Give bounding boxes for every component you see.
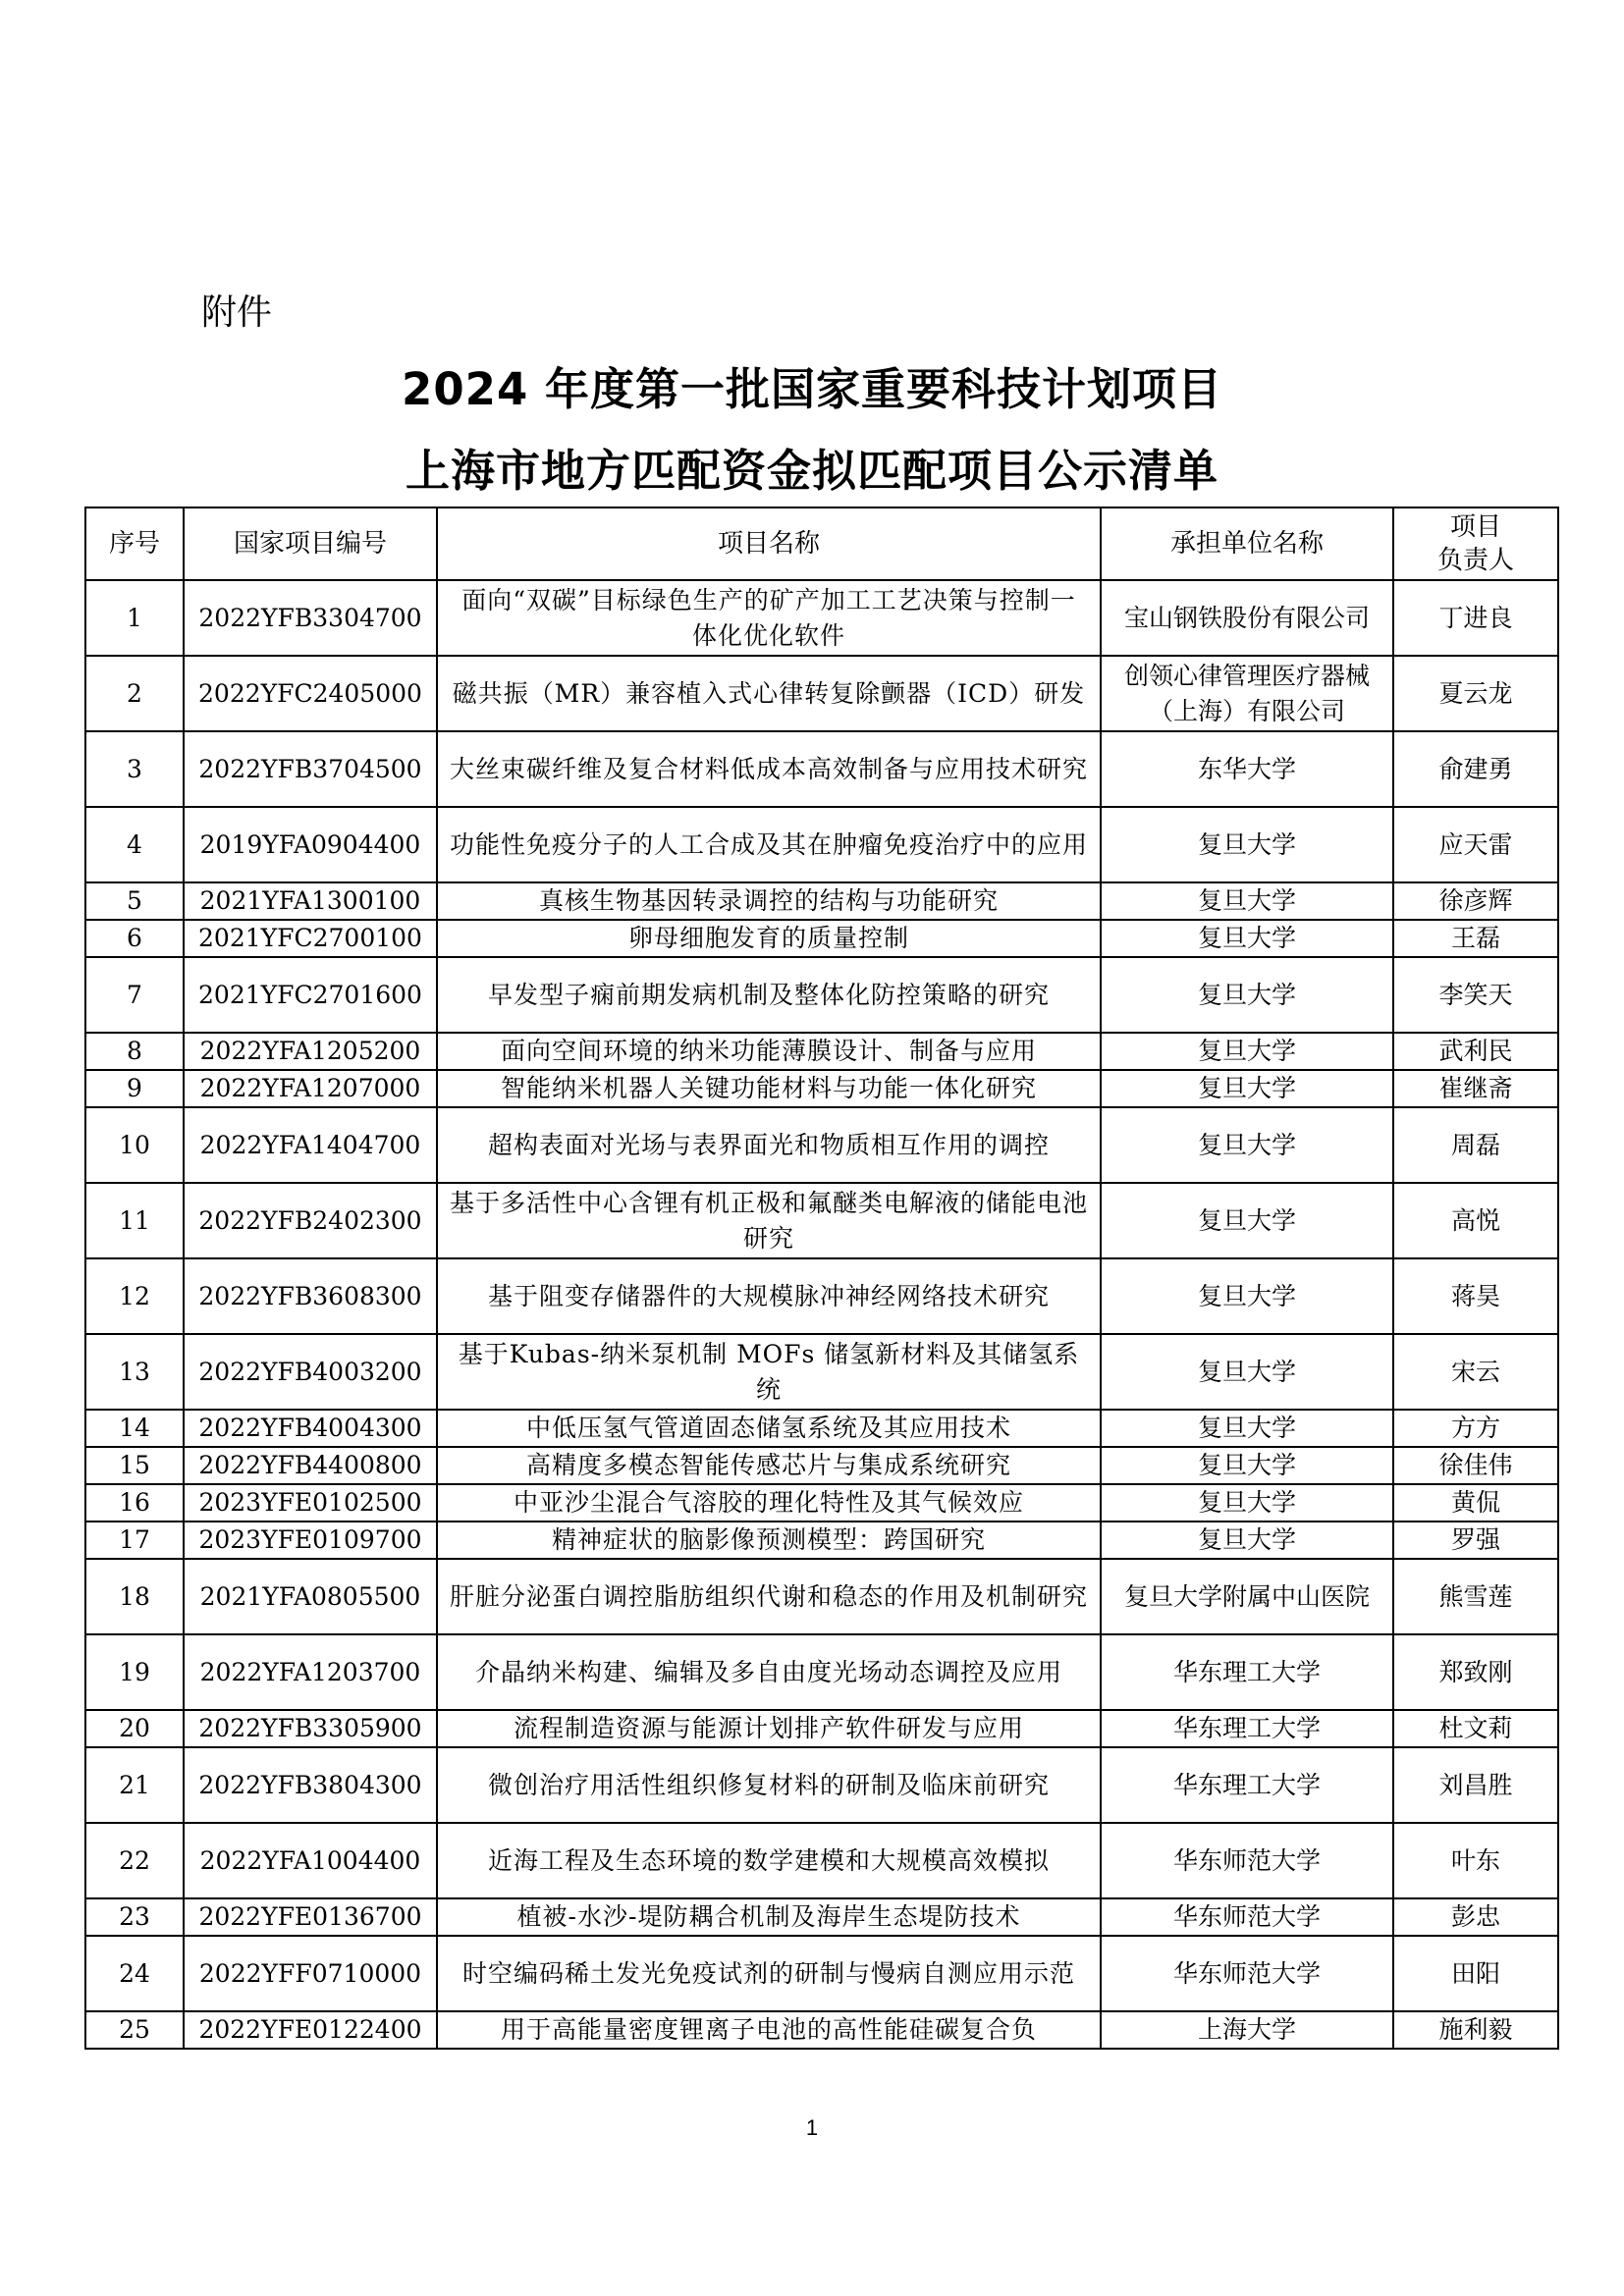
cell-project-name: 高精度多模态智能传感芯片与集成系统研究 bbox=[437, 1447, 1101, 1484]
cell-project-code: 2019YFA0904400 bbox=[184, 807, 437, 882]
table-row bbox=[85, 920, 1558, 957]
cell-leader: 夏云龙 bbox=[1393, 656, 1558, 731]
cell-leader: 刘昌胜 bbox=[1393, 1747, 1558, 1823]
table-row bbox=[85, 1559, 1558, 1634]
table-row bbox=[85, 1334, 1558, 1410]
cell-project-code: 2021YFC2700100 bbox=[184, 920, 437, 957]
cell-unit: 创领心律管理医疗器械（上海）有限公司 bbox=[1101, 656, 1393, 731]
cell-leader: 徐佳伟 bbox=[1393, 1447, 1558, 1484]
cell-project-code: 2022YFA1404700 bbox=[184, 1107, 437, 1183]
cell-unit: 复旦大学附属中山医院 bbox=[1101, 1559, 1393, 1634]
cell-project-name: 微创治疗用活性组织修复材料的研制及临床前研究 bbox=[437, 1747, 1101, 1823]
cell-project-name: 基于阻变存储器件的大规模脉冲神经网络技术研究 bbox=[437, 1258, 1101, 1334]
cell-leader: 崔继斋 bbox=[1393, 1070, 1558, 1107]
cell-project-code: 2022YFA1004400 bbox=[184, 1823, 437, 1898]
cell-unit: 华东理工大学 bbox=[1101, 1710, 1393, 1747]
cell-no: 4 bbox=[85, 807, 184, 882]
cell-no: 6 bbox=[85, 920, 184, 957]
cell-unit: 复旦大学 bbox=[1101, 1258, 1393, 1334]
cell-project-name: 真核生物基因转录调控的结构与功能研究 bbox=[437, 882, 1101, 920]
cell-project-name: 超构表面对光场与表界面光和物质相互作用的调控 bbox=[437, 1107, 1101, 1183]
table-row bbox=[85, 1936, 1558, 2011]
cell-project-code: 2022YFA1205200 bbox=[184, 1033, 437, 1070]
cell-no: 24 bbox=[85, 1936, 184, 2011]
table-row bbox=[85, 1183, 1558, 1258]
cell-project-name: 大丝束碳纤维及复合材料低成本高效制备与应用技术研究 bbox=[437, 731, 1101, 807]
cell-unit: 华东理工大学 bbox=[1101, 1634, 1393, 1710]
cell-unit: 复旦大学 bbox=[1101, 1522, 1393, 1559]
cell-no: 12 bbox=[85, 1258, 184, 1334]
cell-leader: 丁进良 bbox=[1393, 580, 1558, 656]
cell-unit: 复旦大学 bbox=[1101, 920, 1393, 957]
cell-unit: 复旦大学 bbox=[1101, 1183, 1393, 1258]
col-header-leader-line2: 负责人 bbox=[1436, 546, 1514, 575]
cell-no: 22 bbox=[85, 1823, 184, 1898]
cell-project-code: 2022YFF0710000 bbox=[184, 1936, 437, 2011]
cell-project-code: 2022YFA1203700 bbox=[184, 1634, 437, 1710]
cell-unit: 宝山钢铁股份有限公司 bbox=[1101, 580, 1393, 656]
cell-leader: 罗强 bbox=[1393, 1522, 1558, 1559]
cell-project-name: 用于高能量密度锂离子电池的高性能硅碳复合负 bbox=[437, 2011, 1101, 2049]
cell-no: 7 bbox=[85, 957, 184, 1033]
cell-no: 8 bbox=[85, 1033, 184, 1070]
cell-project-name: 肝脏分泌蛋白调控脂肪组织代谢和稳态的作用及机制研究 bbox=[437, 1559, 1101, 1634]
table-row bbox=[85, 2011, 1558, 2049]
cell-unit: 复旦大学 bbox=[1101, 1410, 1393, 1447]
table-row bbox=[85, 1484, 1558, 1522]
cell-no: 1 bbox=[85, 580, 184, 656]
cell-project-name: 中亚沙尘混合气溶胶的理化特性及其气候效应 bbox=[437, 1484, 1101, 1522]
table-row bbox=[85, 1823, 1558, 1898]
table-row bbox=[85, 957, 1558, 1033]
cell-unit: 复旦大学 bbox=[1101, 1070, 1393, 1107]
cell-no: 9 bbox=[85, 1070, 184, 1107]
cell-leader: 杜文莉 bbox=[1393, 1710, 1558, 1747]
cell-leader: 彭忠 bbox=[1393, 1898, 1558, 1936]
document-title-line1: 2024 年度第一批国家重要科技计划项目 bbox=[402, 363, 1222, 415]
cell-project-name: 中低压氢气管道固态储氢系统及其应用技术 bbox=[437, 1410, 1101, 1447]
cell-unit: 复旦大学 bbox=[1101, 1447, 1393, 1484]
cell-unit: 华东师范大学 bbox=[1101, 1823, 1393, 1898]
cell-no: 5 bbox=[85, 882, 184, 920]
cell-unit: 复旦大学 bbox=[1101, 957, 1393, 1033]
col-header-unit: 承担单位名称 bbox=[1101, 507, 1393, 580]
cell-unit: 华东师范大学 bbox=[1101, 1936, 1393, 2011]
cell-project-name: 介晶纳米构建、编辑及多自由度光场动态调控及应用 bbox=[437, 1634, 1101, 1710]
attachment-label: 附件 bbox=[201, 293, 273, 333]
cell-project-code: 2022YFB3704500 bbox=[184, 731, 437, 807]
cell-project-name: 时空编码稀土发光免疫试剂的研制与慢病自测应用示范 bbox=[437, 1936, 1101, 2011]
cell-project-code: 2022YFB4003200 bbox=[184, 1334, 437, 1410]
cell-project-name: 面向空间环境的纳米功能薄膜设计、制备与应用 bbox=[437, 1033, 1101, 1070]
table-row bbox=[85, 1710, 1558, 1747]
cell-no: 18 bbox=[85, 1559, 184, 1634]
cell-unit: 上海大学 bbox=[1101, 2011, 1393, 2049]
cell-project-name: 精神症状的脑影像预测模型：跨国研究 bbox=[437, 1522, 1101, 1559]
cell-unit: 复旦大学 bbox=[1101, 1107, 1393, 1183]
cell-project-code: 2022YFB3804300 bbox=[184, 1747, 437, 1823]
cell-leader: 方方 bbox=[1393, 1410, 1558, 1447]
col-header-no: 序号 bbox=[85, 507, 184, 580]
table-header-row bbox=[85, 507, 1558, 580]
cell-project-code: 2022YFC2405000 bbox=[184, 656, 437, 731]
cell-leader: 武利民 bbox=[1393, 1033, 1558, 1070]
table-row bbox=[85, 580, 1558, 656]
cell-project-code: 2022YFA1207000 bbox=[184, 1070, 437, 1107]
table-row bbox=[85, 1033, 1558, 1070]
cell-no: 2 bbox=[85, 656, 184, 731]
cell-project-code: 2022YFB4004300 bbox=[184, 1410, 437, 1447]
col-header-leader-line1: 项目 bbox=[1449, 512, 1501, 542]
document-title-line2: 上海市地方匹配资金拟匹配项目公示清单 bbox=[405, 445, 1218, 497]
cell-no: 25 bbox=[85, 2011, 184, 2049]
cell-no: 17 bbox=[85, 1522, 184, 1559]
cell-unit: 复旦大学 bbox=[1101, 807, 1393, 882]
cell-leader: 徐彦辉 bbox=[1393, 882, 1558, 920]
project-list-table bbox=[84, 507, 1559, 2050]
table-row bbox=[85, 882, 1558, 920]
col-header-name: 项目名称 bbox=[437, 507, 1101, 580]
cell-project-name: 早发型子痫前期发病机制及整体化防控策略的研究 bbox=[437, 957, 1101, 1033]
table-row bbox=[85, 1070, 1558, 1107]
table-row bbox=[85, 1898, 1558, 1936]
cell-no: 23 bbox=[85, 1898, 184, 1936]
cell-no: 15 bbox=[85, 1447, 184, 1484]
cell-leader: 李笑天 bbox=[1393, 957, 1558, 1033]
cell-no: 11 bbox=[85, 1183, 184, 1258]
cell-unit: 复旦大学 bbox=[1101, 1334, 1393, 1410]
cell-project-name: 面向“双碳”目标绿色生产的矿产加工工艺决策与控制一体化优化软件 bbox=[437, 580, 1101, 656]
cell-leader: 黄侃 bbox=[1393, 1484, 1558, 1522]
cell-unit: 复旦大学 bbox=[1101, 882, 1393, 920]
col-header-leader bbox=[1393, 507, 1558, 580]
cell-project-name: 卵母细胞发育的质量控制 bbox=[437, 920, 1101, 957]
cell-no: 19 bbox=[85, 1634, 184, 1710]
cell-leader: 田阳 bbox=[1393, 1936, 1558, 2011]
cell-no: 3 bbox=[85, 731, 184, 807]
table-row bbox=[85, 656, 1558, 731]
cell-project-name: 智能纳米机器人关键功能材料与功能一体化研究 bbox=[437, 1070, 1101, 1107]
table-row bbox=[85, 807, 1558, 882]
table-row bbox=[85, 1522, 1558, 1559]
cell-project-name: 基于Kubas-纳米泵机制 MOFs 储氢新材料及其储氢系统 bbox=[437, 1334, 1101, 1410]
cell-project-code: 2022YFB2402300 bbox=[184, 1183, 437, 1258]
cell-project-code: 2022YFB3304700 bbox=[184, 580, 437, 656]
cell-project-name: 功能性免疫分子的人工合成及其在肿瘤免疫治疗中的应用 bbox=[437, 807, 1101, 882]
cell-project-code: 2022YFB4400800 bbox=[184, 1447, 437, 1484]
cell-project-code: 2021YFA1300100 bbox=[184, 882, 437, 920]
cell-project-code: 2023YFE0109700 bbox=[184, 1522, 437, 1559]
cell-no: 16 bbox=[85, 1484, 184, 1522]
cell-project-code: 2022YFE0136700 bbox=[184, 1898, 437, 1936]
cell-project-name: 磁共振（MR）兼容植入式心律转复除颤器（ICD）研发 bbox=[437, 656, 1101, 731]
page-number: 1 bbox=[805, 2115, 819, 2140]
cell-project-code: 2023YFE0102500 bbox=[184, 1484, 437, 1522]
cell-unit: 东华大学 bbox=[1101, 731, 1393, 807]
cell-leader: 周磊 bbox=[1393, 1107, 1558, 1183]
cell-project-code: 2022YFE0122400 bbox=[184, 2011, 437, 2049]
cell-project-name: 基于多活性中心含锂有机正极和氟醚类电解液的储能电池研究 bbox=[437, 1183, 1101, 1258]
table-row bbox=[85, 1747, 1558, 1823]
cell-leader: 郑致刚 bbox=[1393, 1634, 1558, 1710]
cell-leader: 施利毅 bbox=[1393, 2011, 1558, 2049]
cell-leader: 熊雪莲 bbox=[1393, 1559, 1558, 1634]
table-row bbox=[85, 1410, 1558, 1447]
table-row bbox=[85, 731, 1558, 807]
cell-project-code: 2022YFB3608300 bbox=[184, 1258, 437, 1334]
cell-leader: 高悦 bbox=[1393, 1183, 1558, 1258]
cell-unit: 华东理工大学 bbox=[1101, 1747, 1393, 1823]
cell-no: 13 bbox=[85, 1334, 184, 1410]
cell-leader: 叶东 bbox=[1393, 1823, 1558, 1898]
table-row bbox=[85, 1634, 1558, 1710]
cell-unit: 复旦大学 bbox=[1101, 1033, 1393, 1070]
cell-no: 20 bbox=[85, 1710, 184, 1747]
cell-project-code: 2021YFC2701600 bbox=[184, 957, 437, 1033]
cell-leader: 宋云 bbox=[1393, 1334, 1558, 1410]
cell-project-name: 植被-水沙-堤防耦合机制及海岸生态堤防技术 bbox=[437, 1898, 1101, 1936]
cell-no: 10 bbox=[85, 1107, 184, 1183]
cell-leader: 俞建勇 bbox=[1393, 731, 1558, 807]
col-header-code: 国家项目编号 bbox=[184, 507, 437, 580]
cell-unit: 复旦大学 bbox=[1101, 1484, 1393, 1522]
cell-no: 14 bbox=[85, 1410, 184, 1447]
cell-project-code: 2021YFA0805500 bbox=[184, 1559, 437, 1634]
cell-leader: 蒋昊 bbox=[1393, 1258, 1558, 1334]
cell-project-code: 2022YFB3305900 bbox=[184, 1710, 437, 1747]
table-row bbox=[85, 1447, 1558, 1484]
table-row bbox=[85, 1107, 1558, 1183]
cell-unit: 华东师范大学 bbox=[1101, 1898, 1393, 1936]
cell-leader: 应天雷 bbox=[1393, 807, 1558, 882]
cell-project-name: 流程制造资源与能源计划排产软件研发与应用 bbox=[437, 1710, 1101, 1747]
cell-no: 21 bbox=[85, 1747, 184, 1823]
cell-project-name: 近海工程及生态环境的数学建模和大规模高效模拟 bbox=[437, 1823, 1101, 1898]
table-row bbox=[85, 1258, 1558, 1334]
cell-leader: 王磊 bbox=[1393, 920, 1558, 957]
